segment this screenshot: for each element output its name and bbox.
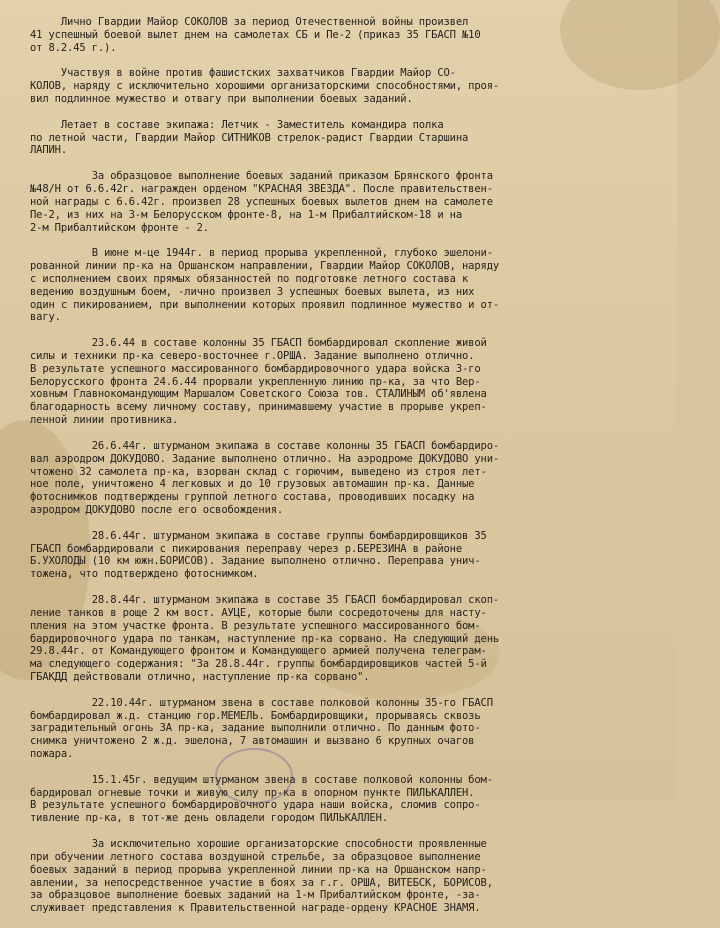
document-paragraph bbox=[30, 170, 655, 234]
document-paragraph bbox=[30, 838, 655, 915]
text-line: ной награды с 6.6.42г. произвел 28 успешных боевых вылетов днем на самолете bbox=[30, 195, 493, 208]
text-line: служивает представления к Правительственной награде-ордену КРАСНОЕ ЗНАМЯ. bbox=[30, 902, 481, 915]
text-line: ГБАСП бомбардировали с пикирования переправу через р.БЕРЕЗИНА в районе bbox=[30, 542, 463, 555]
text-line: тожена, что подтверждено фотоснимком. bbox=[30, 568, 259, 581]
text-line: вил подлинное мужество и отвагу при выполнении боевых заданий. bbox=[30, 93, 413, 106]
document-paragraph bbox=[30, 594, 655, 684]
text-line: Белорусского фронта 24.6.44 прорвали укрепленную линию пр-ка, за что Вер- bbox=[30, 375, 481, 388]
text-line: 29.8.44г. от Командующего фронтом и Командующего армией получена телеграм- bbox=[30, 645, 487, 658]
text-line: В результате успешного бомбардировочного удара наши войска, сломив сопро- bbox=[30, 799, 481, 812]
text-line: КОЛОВ, наряду с исключительно хорошими организаторскими способностями, проя- bbox=[30, 80, 500, 93]
text-line: тивление пр-ка, в тот-же день овладели городом ПИЛЬКАЛЛЕН. bbox=[30, 812, 388, 825]
text-line: бардировочного удара по танкам, наступление пр-ка сорвано. На следующий день bbox=[30, 632, 500, 645]
text-line: бардировал огневые точки и живую силу пр-ка в опорном пункте ПИЛЬКАЛЛЕН. bbox=[30, 786, 475, 799]
text-line: 15.1.45г. ведущим штурманом звена в составе полковой колонны бом- bbox=[30, 773, 493, 786]
text-line: 41 успешный боевой вылет днем на самолетах СБ и Пе-2 (приказ 35 ГБАСП №10 bbox=[30, 28, 481, 41]
text-line: пожара. bbox=[30, 748, 74, 761]
text-line: Летает в составе экипажа: Летчик - Заместитель командира полка bbox=[30, 118, 444, 131]
text-line: вал аэродром ДОКУДОВО. Задание выполнено отлично. На аэродроме ДОКУДОВО уни- bbox=[30, 452, 500, 465]
text-line: боевых заданий в период прорыва укрепленной линии пр-ка на Оршанском напр- bbox=[30, 863, 487, 876]
document-paragraph bbox=[30, 247, 655, 324]
text-line: с исполнением своих прямых обязанностей по подготовке летного состава к bbox=[30, 272, 469, 285]
text-line: за образцовое выполнение боевых заданий на 1-м Прибалтийском фронте, -за- bbox=[30, 889, 481, 902]
text-line: За исключительно хорошие организаторские способности проявленные bbox=[30, 838, 487, 850]
text-line: один с пикированием, при выполнении которых проявил подлинное мужество и от- bbox=[30, 298, 500, 311]
text-line: силы и техники пр-ка северо-восточнее г.ОРША. Задание выполнено отлично. bbox=[30, 349, 475, 362]
text-line: аэродром ДОКУДОВО после его освобождения. bbox=[30, 504, 284, 517]
text-line: ЛАПИН. bbox=[30, 144, 68, 157]
text-line: ведению воздушным боем, -лично произвел 3 успешных боевых вылета, из них bbox=[30, 285, 475, 298]
text-line: В июне м-це 1944г. в период прорыва укрепленной, глубоко эшелони- bbox=[30, 247, 493, 260]
text-line: Участвуя в войне против фашистских захватчиков Гвардии Майор СО- bbox=[30, 67, 456, 80]
text-line: 2-м Прибалтийском фронте - 2. bbox=[30, 221, 209, 234]
document-paragraph bbox=[30, 119, 655, 158]
text-line: В результате успешного массированного бомбардировочного удара войска 3-го bbox=[30, 362, 481, 375]
text-line: ГБАКДД действовали отлично, наступление пр-ка сорвано". bbox=[30, 671, 370, 684]
text-line: по летной части, Гвардии Майор СИТНИКОВ стрелок-радист Гвардии Старшина bbox=[30, 131, 469, 144]
text-line: ховным Главнокомандующим Маршалом Советского Союза тов. СТАЛИНЫМ об'явлена bbox=[30, 388, 487, 401]
text-line: от 8.2.45 г.). bbox=[30, 41, 117, 54]
text-line: Лично Гвардии Майор СОКОЛОВ за период Отечественной войны произвел bbox=[30, 16, 469, 28]
document-paragraph bbox=[30, 440, 655, 517]
text-line: Б.УХОЛОДЫ (10 км южн.БОРИСОВ). Задание выполнено отлично. Переправа унич- bbox=[30, 555, 481, 568]
document-paragraph bbox=[30, 337, 655, 427]
text-line: заградительный огонь ЗА пр-ка, задание выполнили отлично. По данным фото- bbox=[30, 722, 481, 735]
text-line: благодарность всему личному составу, принимавшему участие в прорыве укреп- bbox=[30, 401, 487, 414]
document-paragraph bbox=[30, 774, 655, 825]
document-text bbox=[30, 16, 655, 928]
text-line: ление танков в роще 2 км вост. АУЦЕ, которые были сосредоточены для насту- bbox=[30, 606, 487, 619]
text-line: ленной линии противника. bbox=[30, 414, 179, 427]
document-paragraph bbox=[30, 697, 655, 761]
text-line: бомбардировал ж.д. станцию гор.МЕМЕЛЬ. Бомбардировщики, прорываясь сквозь bbox=[30, 709, 481, 722]
text-line: при обучении летного состава воздушной стрельбе, за образцовое выполнение bbox=[30, 850, 481, 863]
text-line: авлении, за непосредственное участие в боях за г.г. ОРША, ВИТЕБСК, БОРИСОВ, bbox=[30, 876, 493, 889]
text-line: 23.6.44 в составе колонны 35 ГБАСП бомбардировал скопление живой bbox=[30, 337, 487, 350]
text-line: вагу. bbox=[30, 311, 61, 324]
document-paragraph bbox=[30, 16, 655, 55]
text-line: ное поле, уничтожено 4 легковых и до 10 грузовых автомашин пр-ка. Данные bbox=[30, 478, 475, 491]
text-line: снимка уничтожено 2 ж.д. эшелона, 7 автомашин и вызвано 6 крупных очагов bbox=[30, 735, 475, 748]
text-line: №48/Н от 6.6.42г. награжден орденом "КРАСНАЯ ЗВЕЗДА". После правительствен- bbox=[30, 182, 493, 195]
text-line: 26.6.44г. штурманом экипажа в составе колонны 35 ГБАСП бомбардиро- bbox=[30, 439, 500, 452]
text-line: Пе-2, из них на 3-м Белорусском фронте-8, на 1-м Прибалтийском-18 и на bbox=[30, 208, 463, 221]
text-line: рованной линии пр-ка на Оршанском направлении, Гвардии Майор СОКОЛОВ, наряду bbox=[30, 260, 500, 273]
document-paragraph bbox=[30, 530, 655, 581]
text-line: 22.10.44г. штурманом звена в составе полковой колонны 35-го ГБАСП bbox=[30, 696, 493, 709]
text-line: ма следующего содержания: "За 28.8.44г. группы бомбардировщиков частей 5-й bbox=[30, 658, 487, 671]
text-line: фотоснимков подтверждены группой летного состава, проводивших посадку на bbox=[30, 491, 475, 504]
text-line: чтожено 32 самолета пр-ка, взорван склад с горючим, выведено из строя лет- bbox=[30, 465, 487, 478]
text-line: 28.6.44г. штурманом экипажа в составе группы бомбардировщиков 35 bbox=[30, 529, 487, 542]
text-line: За образцовое выполнение боевых заданий приказом Брянского фронта bbox=[30, 170, 493, 183]
document-paragraph bbox=[30, 67, 655, 106]
text-line: 28.8.44г. штурманом экипажа в составе 35 ГБАСП бомбардировал скоп- bbox=[30, 593, 500, 606]
text-line: пления на этом участке фронта. В результате успешного массированного бом- bbox=[30, 619, 481, 632]
